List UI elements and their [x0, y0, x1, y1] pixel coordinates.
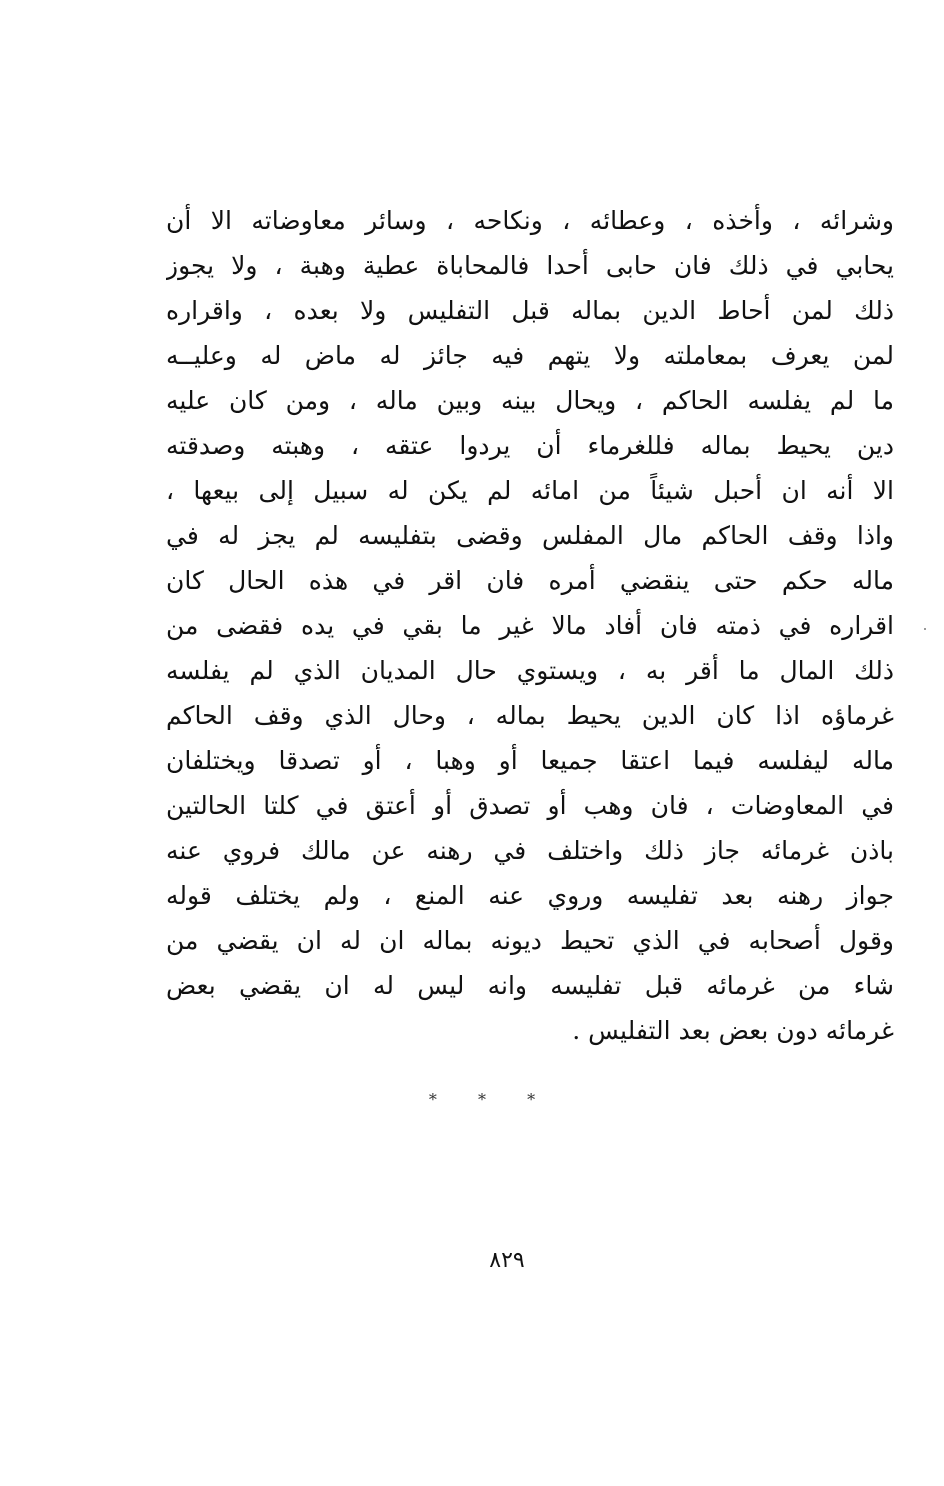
page-number: ٨٢٩ [489, 1248, 525, 1273]
section-separator: * * * [428, 1090, 554, 1109]
text-line: ماله حكم حتى ينقضي أمره فان اقر في هذه الحال كان [166, 566, 894, 595]
text-line: ما لم يفلسه الحاكم ، ويحال بينه وبين ماله ، ومن كان عليه [166, 386, 894, 415]
body-text [166, 198, 894, 1053]
text-line: شاء من غرمائه قبل تفليسه وانه ليس له ان يقضي بعض [166, 971, 894, 1000]
text-line: ذلك المال ما أقر به ، ويستوي حال المديان الذي لم يفلسه [166, 656, 894, 685]
text-line-last: غرمائه دون بعض بعد التفليس . [572, 1016, 894, 1045]
text-line: غرماؤه اذا كان الدين يحيط بماله ، وحال الذي وقف الحاكم [166, 701, 894, 730]
text-line: وشرائه ، وأخذه ، وعطائه ، ونكاحه ، وسائر معاوضاته الا أن [166, 206, 894, 235]
text-line: اقراره في ذمته فان أفاد مالا غير ما بقي في يده فقضى من [166, 611, 894, 640]
text-line: الا أنه ان أحبل شيئاً من امائه لم يكن له سبيل إلى بيعها ، [166, 476, 894, 505]
text-line: يحابي في ذلك فان حابى أحدا فالمحاباة عطية وهبة ، ولا يجوز [166, 251, 894, 280]
text-line: باذن غرمائه جاز ذلك واختلف في رهنه عن مالك فروي عنه [166, 836, 894, 865]
text-line: ماله ليفلسه فيما اعتقا جميعا أو وهبا ، أو تصدقا ويختلفان [166, 746, 894, 775]
text-line: ذلك لمن أحاط الدين بماله قبل التفليس ولا بعده ، واقراره [166, 296, 894, 325]
text-line: لمن يعرف بمعاملته ولا يتهم فيه جائز له ماض له وعليــه [166, 341, 894, 370]
text-line: دين يحيط بماله فللغرماء أن يردوا عتقه ، وهبته وصدقته [166, 431, 894, 460]
margin-mark [924, 628, 926, 630]
text-line: وقول أصحابه في الذي تحيط ديونه بماله ان له ان يقضي من [166, 926, 894, 955]
text-line: جواز رهنه بعد تفليسه وروي عنه المنع ، ولم يختلف قوله [166, 881, 894, 910]
text-line: واذا وقف الحاكم مال المفلس وقضى بتفليسه لم يجز له في [166, 521, 894, 550]
text-line: في المعاوضات ، فان وهب أو تصدق أو أعتق في كلتا الحالتين [166, 791, 894, 820]
